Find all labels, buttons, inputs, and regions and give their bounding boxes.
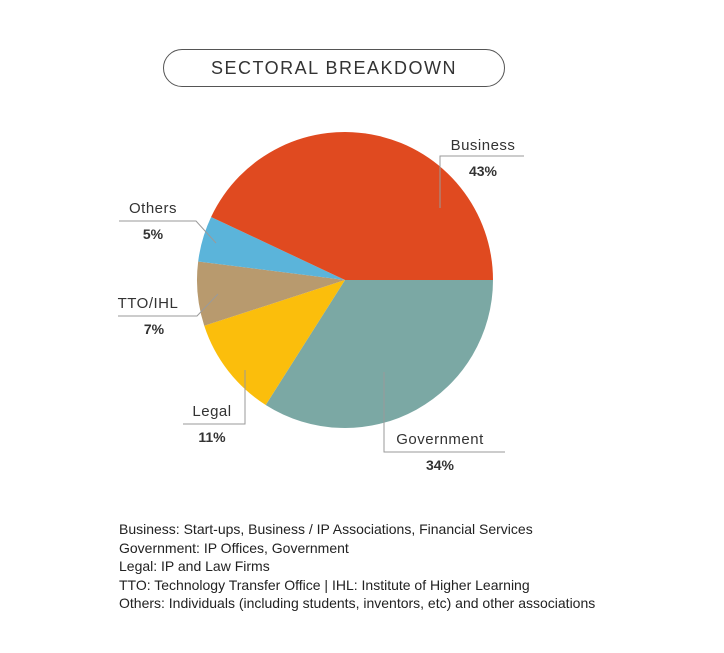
note-others: Others: Individuals (including students, inventors, etc) and other associations xyxy=(119,595,596,611)
slice-value-business: 43% xyxy=(468,163,498,179)
slice-label-legal: Legal xyxy=(192,403,232,420)
chart-notes xyxy=(119,520,595,613)
slice-label-business: Business xyxy=(450,137,516,154)
slice-label-government: Government xyxy=(396,431,484,448)
slice-label-others: Others xyxy=(128,200,178,217)
slice-value-legal: 11% xyxy=(198,429,226,445)
slice-value-government: 34% xyxy=(425,457,455,473)
leader-line-others xyxy=(119,221,216,243)
chart-title: SECTORAL BREAKDOWN xyxy=(163,49,505,87)
note-business: Business: Start-ups, Business / IP Associations, Financial Services xyxy=(119,521,533,537)
note-tto-ihl: TTO: Technology Transfer Office | IHL: Institute of Higher Learning xyxy=(119,576,530,593)
note-government: Government: IP Offices, Government xyxy=(119,539,349,556)
slice-label-tto-ihl: TTO/IHL xyxy=(117,295,179,312)
slice-value-tto-ihl: 7% xyxy=(143,321,165,337)
slice-value-others: 5% xyxy=(142,226,164,242)
note-legal: Legal: IP and Law Firms xyxy=(119,558,270,574)
